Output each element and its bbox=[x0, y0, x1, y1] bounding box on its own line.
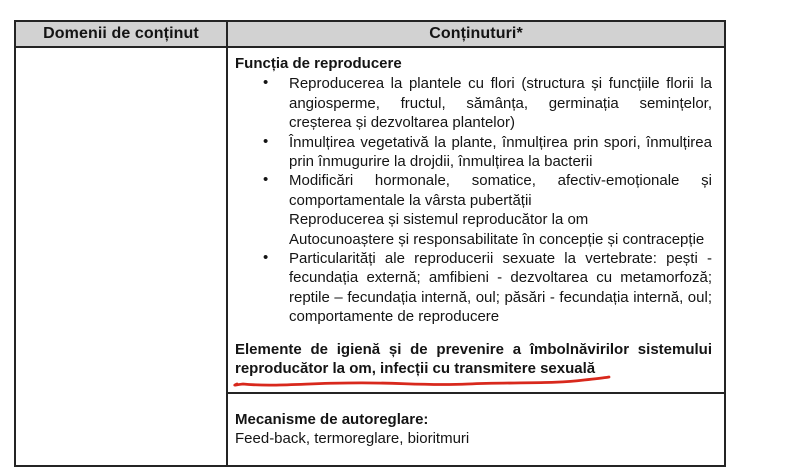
content-table bbox=[14, 20, 726, 467]
list-item bbox=[235, 249, 712, 327]
bullet-icon: • bbox=[263, 249, 269, 267]
domain-cell-empty bbox=[16, 48, 228, 465]
section-heading-reproduction: Funcția de reproducere bbox=[235, 55, 402, 72]
header-cell-domains: Domenii de conținut bbox=[16, 22, 228, 46]
autoregulation-text: Feed-back, termoreglare, bioritmuri bbox=[235, 430, 470, 448]
highlighted-statement-text: Elemente de igienă și de prevenire a îmbolnăvirilor sistemului reproducător la om, infecții cu transmitere sexuală bbox=[235, 340, 712, 378]
list-item bbox=[235, 171, 712, 210]
bullet-text: Reproducerea la plantele cu flori (structura și funcțiile florii la angiosperme, fructul, sămânța, germinația semințelor, creșterea și dezvoltarea plantelor) bbox=[289, 75, 712, 132]
table-header-row bbox=[16, 22, 724, 48]
list-item bbox=[235, 133, 712, 172]
table-body-row bbox=[16, 48, 724, 465]
sub-line: Autocunoaștere și responsabilitate în concepție și contracepție bbox=[289, 230, 705, 248]
bullet-icon: • bbox=[263, 171, 269, 189]
highlighted-statement bbox=[235, 340, 712, 379]
header-cell-contents: Conținuturi* bbox=[429, 25, 523, 42]
sub-line: Reproducerea și sistemul reproducător la om bbox=[289, 211, 589, 229]
section-heading-autoregulation: Mecanisme de autoreglare: bbox=[235, 411, 429, 428]
bullet-text: Înmulțirea vegetativă la plante, înmulțirea prin spori, înmulțirea prin înmugurire la drojdii, înmulțirea la bacterii bbox=[289, 133, 712, 171]
contents-main-cell bbox=[228, 48, 724, 394]
bullet-icon: • bbox=[263, 132, 269, 150]
bullet-text: Particularități ale reproducerii sexuate la vertebrate: pești - fecundația externă; amfibieni - dezvoltarea cu metamorfoză; reptile – fecundația internă, oul; păsări - fecundația internă, oul; comportamente de reproducere bbox=[289, 250, 712, 326]
bullet-text: Modificări hormonale, somatice, afectiv-emoționale și comportamentale la vârsta pubertății bbox=[289, 172, 712, 209]
bullet-icon: • bbox=[263, 74, 269, 92]
contents-column bbox=[228, 48, 724, 465]
contents-bottom-cell bbox=[228, 394, 724, 465]
list-item bbox=[235, 74, 712, 132]
